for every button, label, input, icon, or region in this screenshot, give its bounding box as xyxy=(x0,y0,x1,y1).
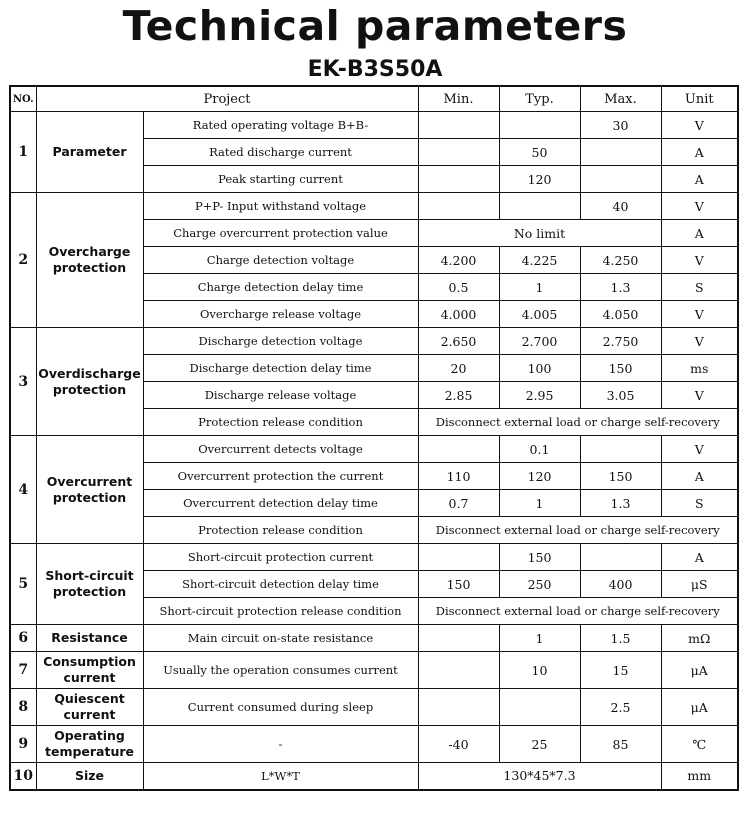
parameter-name: Usually the operation consumes current xyxy=(143,652,418,689)
min-value xyxy=(418,625,499,652)
parameter-name: Overcurrent protection the current xyxy=(143,463,418,490)
unit-value: A xyxy=(661,544,738,571)
row-number: 1 xyxy=(10,112,36,193)
parameter-name: L*W*T xyxy=(143,763,418,790)
max-value xyxy=(580,139,661,166)
max-value xyxy=(580,544,661,571)
unit-value: A xyxy=(661,166,738,193)
min-value: -40 xyxy=(418,726,499,763)
category-label: Overdischarge protection xyxy=(36,328,143,436)
row-number: 10 xyxy=(10,763,36,790)
row-number: 5 xyxy=(10,544,36,625)
table-row xyxy=(10,436,738,463)
typ-value: 0.1 xyxy=(499,436,580,463)
unit-value: V xyxy=(661,247,738,274)
min-value: 2.650 xyxy=(418,328,499,355)
header-project: Project xyxy=(36,86,418,112)
parameter-name: Rated operating voltage B+B- xyxy=(143,112,418,139)
page-title: Technical parameters xyxy=(122,2,628,50)
unit-value: μA xyxy=(661,689,738,726)
typ-value: 150 xyxy=(499,544,580,571)
min-value xyxy=(418,112,499,139)
unit-value: mm xyxy=(661,763,738,790)
parameters-table xyxy=(9,85,739,791)
unit-value: A xyxy=(661,463,738,490)
table-row xyxy=(10,652,738,689)
typ-value: 120 xyxy=(499,463,580,490)
min-value xyxy=(418,652,499,689)
typ-value: 2.700 xyxy=(499,328,580,355)
row-number: 6 xyxy=(10,625,36,652)
min-value: 20 xyxy=(418,355,499,382)
category-label: Quiescent current xyxy=(36,689,143,726)
unit-value: ms xyxy=(661,355,738,382)
category-label: Overcharge protection xyxy=(36,193,143,328)
parameter-name: Rated discharge current xyxy=(143,139,418,166)
parameter-name: Charge overcurrent protection value xyxy=(143,220,418,247)
category-label: Overcurrent protection xyxy=(36,436,143,544)
table-row xyxy=(10,726,738,763)
parameter-name: Short-circuit protection release condition xyxy=(143,598,418,625)
max-value: 2.5 xyxy=(580,689,661,726)
parameter-name: Overcharge release voltage xyxy=(143,301,418,328)
category-label: Size xyxy=(36,763,143,790)
parameter-name: Charge detection delay time xyxy=(143,274,418,301)
row-number: 4 xyxy=(10,436,36,544)
unit-value: V xyxy=(661,382,738,409)
table-row xyxy=(10,112,738,139)
max-value: 4.050 xyxy=(580,301,661,328)
typ-value: 120 xyxy=(499,166,580,193)
unit-value: S xyxy=(661,274,738,301)
unit-value: A xyxy=(661,139,738,166)
typ-value: 4.005 xyxy=(499,301,580,328)
max-value: 4.250 xyxy=(580,247,661,274)
category-label: Operating temperature xyxy=(36,726,143,763)
unit-value: V xyxy=(661,436,738,463)
table-row xyxy=(10,193,738,220)
min-value: 150 xyxy=(418,571,499,598)
max-value: 150 xyxy=(580,355,661,382)
unit-value: V xyxy=(661,193,738,220)
parameter-name: Discharge detection voltage xyxy=(143,328,418,355)
max-value xyxy=(580,436,661,463)
model-number: EK-B3S50A xyxy=(307,57,443,82)
header-no: NO. xyxy=(10,86,36,112)
max-value: 40 xyxy=(580,193,661,220)
parameter-name: Short-circuit detection delay time xyxy=(143,571,418,598)
row-number: 7 xyxy=(10,652,36,689)
max-value: 30 xyxy=(580,112,661,139)
max-value: 1.5 xyxy=(580,625,661,652)
merged-value: 130*45*7.3 xyxy=(418,763,661,790)
unit-value: A xyxy=(661,220,738,247)
unit-value: μA xyxy=(661,652,738,689)
header-unit: Unit xyxy=(661,86,738,112)
max-value: 2.750 xyxy=(580,328,661,355)
parameter-name: Overcurrent detects voltage xyxy=(143,436,418,463)
min-value: 110 xyxy=(418,463,499,490)
header-typ: Typ. xyxy=(499,86,580,112)
parameter-name: Discharge release voltage xyxy=(143,382,418,409)
category-label: Parameter xyxy=(36,112,143,193)
min-value: 4.000 xyxy=(418,301,499,328)
typ-value: 1 xyxy=(499,625,580,652)
max-value: 150 xyxy=(580,463,661,490)
max-value: 400 xyxy=(580,571,661,598)
typ-value xyxy=(499,689,580,726)
parameter-name: Charge detection voltage xyxy=(143,247,418,274)
typ-value: 4.225 xyxy=(499,247,580,274)
unit-value: mΩ xyxy=(661,625,738,652)
header-max: Max. xyxy=(580,86,661,112)
min-value: 4.200 xyxy=(418,247,499,274)
condition-value: Disconnect external load or charge self-recovery xyxy=(418,517,738,544)
min-value xyxy=(418,166,499,193)
parameter-name: Protection release condition xyxy=(143,517,418,544)
unit-value: ℃ xyxy=(661,726,738,763)
table-row xyxy=(10,625,738,652)
typ-value xyxy=(499,193,580,220)
min-value: 0.5 xyxy=(418,274,499,301)
table-row xyxy=(10,544,738,571)
min-value xyxy=(418,436,499,463)
max-value: 1.3 xyxy=(580,274,661,301)
typ-value: 1 xyxy=(499,274,580,301)
condition-value: Disconnect external load or charge self-recovery xyxy=(418,409,738,436)
max-value: 3.05 xyxy=(580,382,661,409)
merged-value: No limit xyxy=(418,220,661,247)
unit-value: V xyxy=(661,328,738,355)
min-value: 2.85 xyxy=(418,382,499,409)
category-label: Short-circuit protection xyxy=(36,544,143,625)
row-number: 8 xyxy=(10,689,36,726)
parameter-name: - xyxy=(143,726,418,763)
max-value: 1.3 xyxy=(580,490,661,517)
typ-value: 25 xyxy=(499,726,580,763)
table-row xyxy=(10,328,738,355)
parameter-name: Discharge detection delay time xyxy=(143,355,418,382)
min-value: 0.7 xyxy=(418,490,499,517)
typ-value: 250 xyxy=(499,571,580,598)
row-number: 9 xyxy=(10,726,36,763)
header-min: Min. xyxy=(418,86,499,112)
typ-value: 50 xyxy=(499,139,580,166)
row-number: 2 xyxy=(10,193,36,328)
typ-value: 2.95 xyxy=(499,382,580,409)
typ-value: 1 xyxy=(499,490,580,517)
unit-value: V xyxy=(661,112,738,139)
table-row xyxy=(10,763,738,790)
parameter-name: P+P- Input withstand voltage xyxy=(143,193,418,220)
parameter-name: Main circuit on-state resistance xyxy=(143,625,418,652)
category-label: Consumption current xyxy=(36,652,143,689)
unit-value: V xyxy=(661,301,738,328)
max-value: 85 xyxy=(580,726,661,763)
max-value: 15 xyxy=(580,652,661,689)
min-value xyxy=(418,193,499,220)
min-value xyxy=(418,544,499,571)
max-value xyxy=(580,166,661,193)
typ-value: 10 xyxy=(499,652,580,689)
parameter-name: Short-circuit protection current xyxy=(143,544,418,571)
table-row xyxy=(10,689,738,726)
condition-value: Disconnect external load or charge self-recovery xyxy=(418,598,738,625)
parameter-name: Peak starting current xyxy=(143,166,418,193)
header-row xyxy=(10,86,738,112)
row-number: 3 xyxy=(10,328,36,436)
min-value xyxy=(418,139,499,166)
category-label: Resistance xyxy=(36,625,143,652)
typ-value xyxy=(499,112,580,139)
parameter-name: Protection release condition xyxy=(143,409,418,436)
unit-value: μS xyxy=(661,571,738,598)
parameter-name: Current consumed during sleep xyxy=(143,689,418,726)
min-value xyxy=(418,689,499,726)
unit-value: S xyxy=(661,490,738,517)
parameter-name: Overcurrent detection delay time xyxy=(143,490,418,517)
typ-value: 100 xyxy=(499,355,580,382)
